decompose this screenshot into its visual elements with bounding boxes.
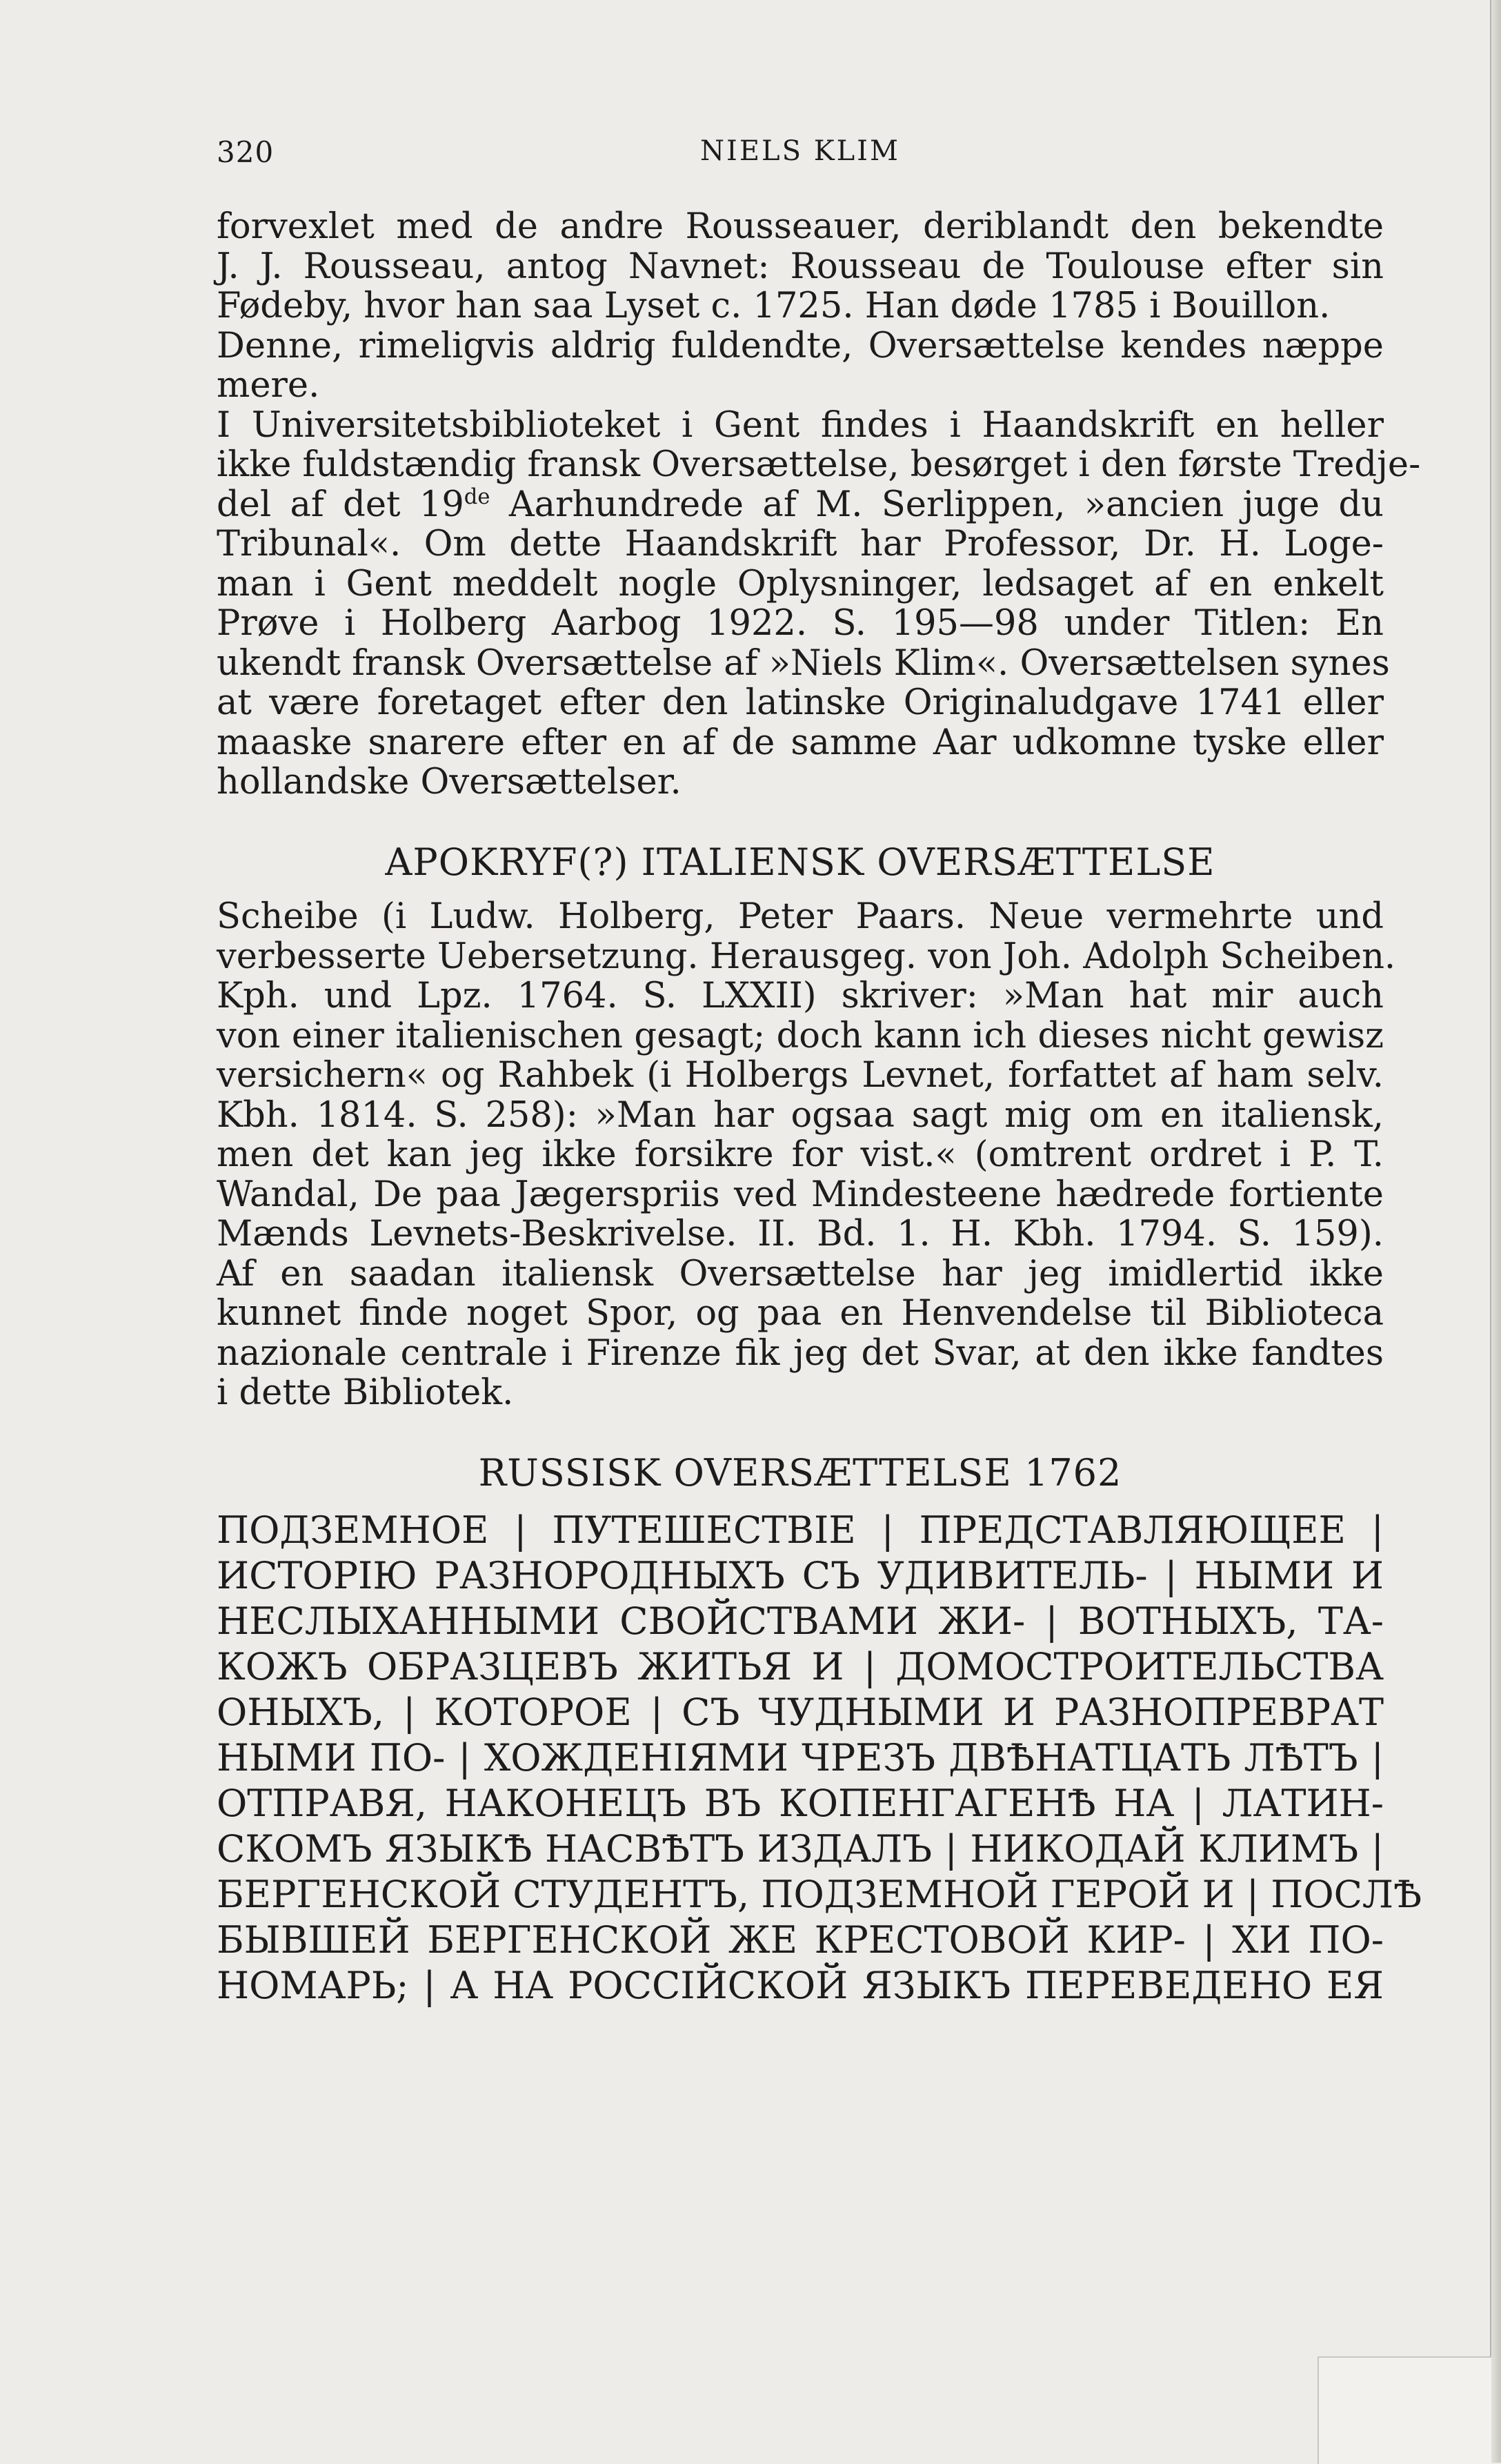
russian-line: НЕСЛЫХАННЫМИ СВОЙСТВАМИ ЖИ- | ВОТНЫХЪ, ТА- [217,1599,1384,1643]
russian-line: БЫВШЕЙ БЕРГЕНСКОЙ ЖЕ КРЕСТОВОЙ КИР- | ХИ ПО- [217,1918,1384,1962]
text-line: Wandal, De paa Jægerspriis ved Mindesteene hædrede fortiente [217,1174,1384,1215]
text-line: maaske snarere efter en af de samme Aar udkomne tyske eller [217,722,1384,763]
russian-title-block [217,1508,1422,2009]
text-line: Kbh. 1814. S. 258): »Man har ogsaa sagt mig om en italiensk, [217,1094,1384,1136]
paragraph-gent-manuscript [217,404,1421,802]
text-line: Af en saadan italiensk Oversættelse har jeg imidlertid ikke [217,1253,1384,1294]
russian-line: БЕРГЕНСКОЙ СТУДЕНТЪ, ПОДЗЕМНОЙ ГЕРОЙ И | ПОСЛѢ [217,1873,1422,1916]
section-heading-italian: APOKRYF(?) ITALIENSK OVERSÆTTELSE [385,840,1215,884]
page-number: 320 [217,135,275,169]
text-line: von einer italienischen gesagt; doch kann ich dieses nicht gewisz [217,1015,1384,1056]
russian-line: ОТПРАВЯ, НАКОНЕЦЪ ВЪ КОПЕНГАГЕНѢ НА | ЛАТИН- [217,1782,1384,1825]
superscript: de [464,484,490,509]
russian-line: ИСТОРІЮ РАЗНОРОДНЫХЪ СЪ УДИВИТЕЛЬ- | НЫМИ И [217,1554,1384,1597]
text-line: Fødeby, hvor han saa Lyset c. 1725. Han døde 1785 i Bouillon. [217,286,1331,326]
text-line: versichern« og Rahbek (i Holbergs Levnet, forfattet af ham selv. [217,1055,1384,1096]
text-line: verbesserte Uebersetzung. Herausgeg. von Joh. Adolph Scheiben. [217,936,1396,977]
russian-line: КОЖЪ ОБРАЗЦЕВЪ ЖИТЬЯ И | ДОМОСТРОИТЕЛЬСТВА [217,1645,1384,1688]
body-text [217,206,1422,2009]
running-head [217,135,1384,184]
text-line: kunnet finde noget Spor, og paa en Henvendelse til Biblioteca [217,1293,1384,1334]
text-fragment: del af det 19 [217,484,464,525]
book-title: NIELS KLIM [700,135,900,167]
text-line: Scheibe (i Ludw. Holberg, Peter Paars. Neue vermehrte und [217,896,1384,937]
text-line: hollandske Oversættelser. [217,762,682,802]
text-line: nazionale centrale i Firenze fik jeg det Svar, at den ikke fandtes [217,1332,1384,1374]
text-line: i dette Bibliotek. [217,1372,514,1413]
text-line: Prøve i Holberg Aarbog 1922. S. 195—98 under Titlen: En [217,603,1384,644]
paragraph-italian [217,896,1396,1413]
russian-line: НЫМИ ПО- | ХОЖДЕНІЯМИ ЧРЕЗЪ ДВѢНАТЦАТЬ ЛѢТЪ | [217,1736,1384,1780]
paragraph-rousseau [217,207,1384,326]
text-line [217,485,1384,525]
russian-line: СКОМЪ ЯЗЫКѢ НАСВѢТЪ ИЗДАЛЪ | НИКОДАЙ КЛИМЪ | [217,1827,1384,1871]
text-line: men det kan jeg ikke forsikre for vist.« (omtrent ordret i P. T. [217,1134,1384,1175]
text-line: J. J. Rousseau, antog Navnet: Rousseau de Toulouse efter sin [217,246,1384,287]
page-corner-tab [1318,2356,1491,2464]
text-line: Mænds Levnets-Beskrivelse. II. Bd. 1. H. Kbh. 1794. S. 159). [217,1214,1384,1254]
section-heading-russian: RUSSISK OVERSÆTTELSE 1762 [478,1450,1122,1495]
paragraph-translation-note [217,326,1384,406]
text-line: man i Gent meddelt nogle Oplysninger, ledsaget af en enkelt [217,563,1384,604]
text-fragment: Aarhundrede af M. Serlippen, »ancien juge du [490,484,1384,525]
text-line: Tribunal«. Om dette Haandskrift har Professor, Dr. H. Loge- [217,524,1384,564]
russian-line: НОМАРЬ; | А НА РОССІЙСКОЙ ЯЗЫКЪ ПЕРЕВЕДЕНО ЕЯ [217,1964,1384,2007]
text-line: Denne, rimeligvis aldrig fuldendte, Oversættelse kendes næppe [217,325,1384,366]
page-edge [1490,0,1501,2463]
text-line: ukendt fransk Oversættelse af »Niels Klim«. Oversættelsen synes [217,642,1390,684]
text-line: I Universitetsbiblioteket i Gent findes i Haandskrift en heller [217,404,1384,446]
russian-line: ОНЫХЪ, | КОТОРОЕ | СЪ ЧУДНЫМИ И РАЗНОПРЕВРАТ [217,1691,1384,1734]
text-line: mere. [217,365,320,406]
text-line: forvexlet med de andre Rousseauer, deriblandt den bekendte [217,206,1384,247]
russian-line: ПОДЗЕМНОЕ | ПУТЕШЕСТВІЕ | ПРЕДСТАВЛЯЮЩЕЕ | [217,1508,1384,1552]
text-line: ikke fuldstændig fransk Oversættelse, besørget i den første Tredje- [217,444,1421,485]
text-line: at være foretaget efter den latinske Originaludgave 1741 eller [217,682,1384,723]
text-line: Kph. und Lpz. 1764. S. LXXII) skriver: »Man hat mir auch [217,976,1384,1016]
